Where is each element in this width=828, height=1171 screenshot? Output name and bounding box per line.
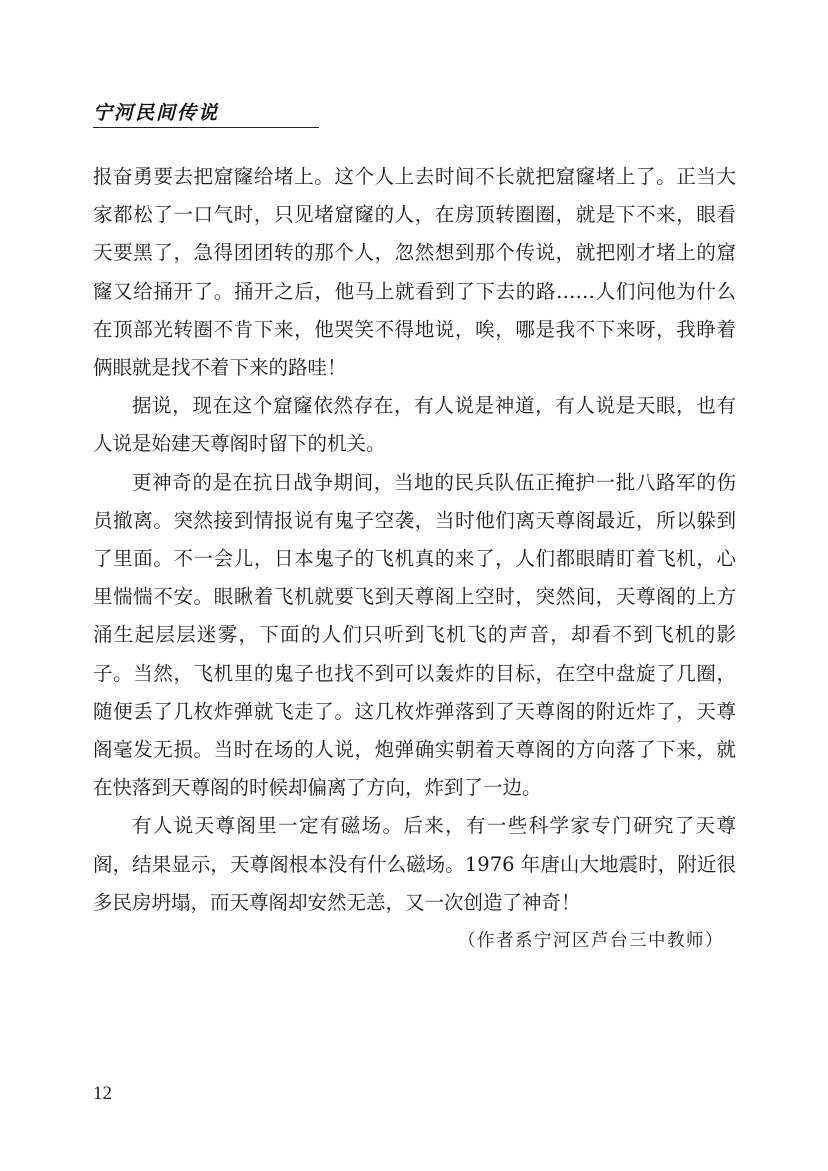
- running-header: [93, 101, 319, 128]
- page-number: 12: [93, 1083, 112, 1104]
- paragraph: 有人说天尊阁里一定有磁场。后来，有一些科学家专门研究了天尊阁，结果显示，天尊阁根本没有什么磁场。1976 年唐山大地震时，附近很多民房坍塌，而天尊阁却安然无恙，又一次创造了神奇！: [93, 814, 736, 914]
- paragraph: 据说，现在这个窟窿依然存在，有人说是神道，有人说是天眼，也有人说是始建天尊阁时留下的机关。: [93, 394, 736, 456]
- author-note: （作者系宁河区芦台三中教师）: [458, 931, 724, 952]
- article-body: [93, 158, 736, 960]
- header-title: 宁河民间传说: [93, 102, 220, 124]
- paragraph-continued: 报奋勇要去把窟窿给堵上。这个人上去时间不长就把窟窿堵上了。正当大家都松了一口气时，只见堵窟窿的人，在房顶转圈圈，就是下不来，眼看天要黑了，急得团团转的那个人，忽然想到那个传说，就把刚才堵上的窟窿又给捅开了。捅开之后，他马上就看到了下去的路……人们问他为什么在顶部光转圈不肯下来，他哭笑不得地说，唉，哪是我不下来呀，我睁着俩眼就是找不着下来的路哇！: [93, 165, 736, 380]
- paragraph: 更神奇的是在抗日战争期间，当地的民兵队伍正掩护一批八路军的伤员撤离。突然接到情报说有鬼子空袭，当时他们离天尊阁最近，所以躲到了里面。不一会儿，日本鬼子的飞机真的来了，人们都眼睛盯着飞机，心里惴惴不安。眼瞅着飞机就要飞到天尊阁上空时，突然间，天尊阁的上方涌生起层层迷雾，下面的人们只听到飞机飞的声音，却看不到飞机的影子。当然，飞机里的鬼子也找不到可以轰炸的目标，在空中盘旋了几圈，随便丢了几枚炸弹就飞走了。这几枚炸弹落到了天尊阁的附近炸了，天尊阁毫发无损。当时在场的人说，炮弹确实朝着天尊阁的方向落了下来，就在快落到天尊阁的时候却偏离了方向，炸到了一边。: [93, 470, 736, 800]
